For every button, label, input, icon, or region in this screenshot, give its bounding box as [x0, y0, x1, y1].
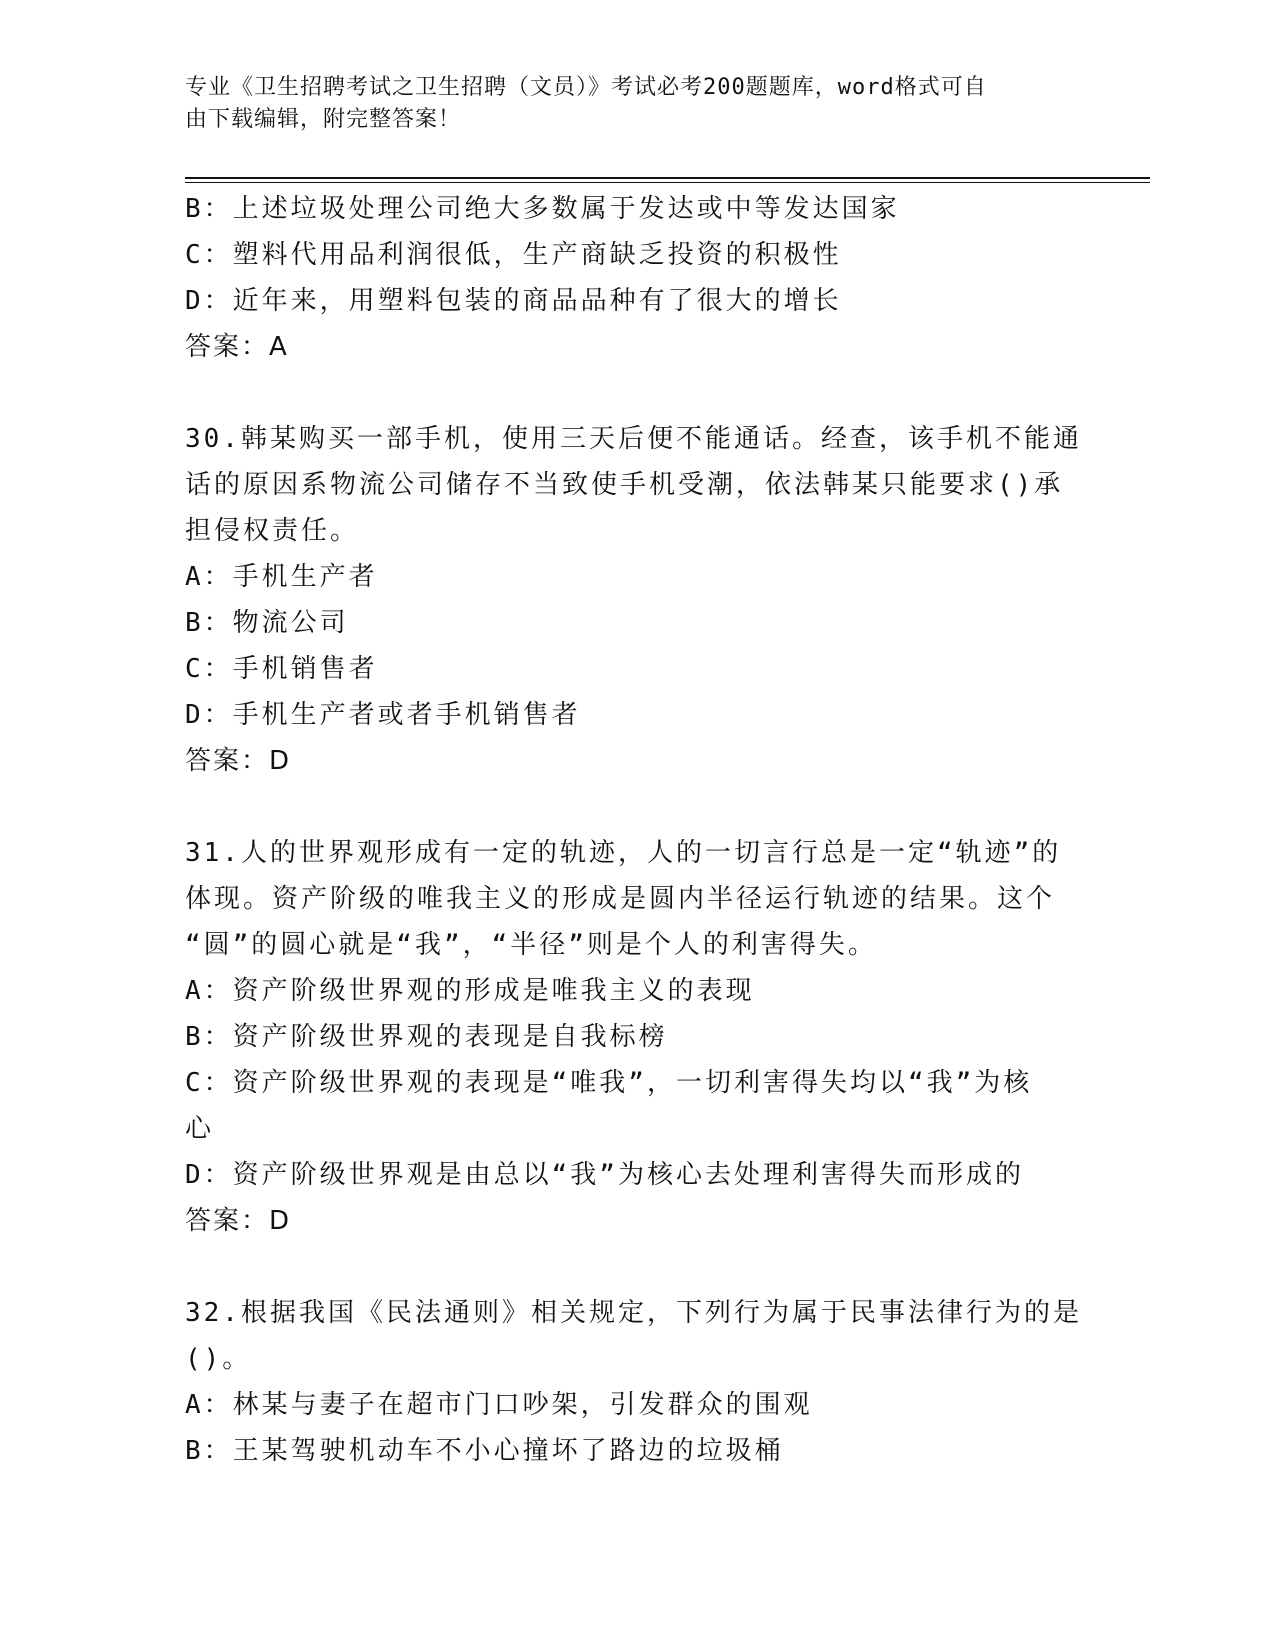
answer: 答案：A	[185, 332, 289, 362]
question-text-line: “圆”的圆心就是“我”，“半径”则是个人的利害得失。	[185, 930, 877, 960]
header-line-2: 由下载编辑，附完整答案！	[185, 107, 462, 132]
question-text-line: ()。	[185, 1344, 252, 1374]
option-c: C：资产阶级世界观的表现是“唯我”，一切利害得失均以“我”为核	[185, 1068, 1033, 1098]
question-text-line: 32.根据我国《民法通则》相关规定，下列行为属于民事法律行为的是	[185, 1298, 1082, 1328]
question-text-line: 话的原因系物流公司储存不当致使手机受潮，依法韩某只能要求()承	[185, 470, 1064, 500]
question-text-line: 体现。资产阶级的唯我主义的形成是圆内半径运行轨迹的结果。这个	[185, 884, 1056, 914]
option-c: C：塑料代用品利润很低，生产商缺乏投资的积极性	[185, 240, 842, 270]
option-b: B：王某驾驶机动车不小心撞坏了路边的垃圾桶	[185, 1436, 784, 1466]
question-text-line: 31.人的世界观形成有一定的轨迹，人的一切言行总是一定“轨迹”的	[185, 838, 1062, 868]
option-b: B：资产阶级世界观的表现是自我标榜	[185, 1022, 668, 1052]
answer: 答案：D	[185, 746, 292, 776]
answer: 答案：D	[185, 1206, 292, 1236]
option-d: D：资产阶级世界观是由总以“我”为核心去处理利害得失而形成的	[185, 1160, 1024, 1190]
question-text-line: 30.韩某购买一部手机，使用三天后便不能通话。经查，该手机不能通	[185, 424, 1082, 454]
option-b: B：上述垃圾处理公司绝大多数属于发达或中等发达国家	[185, 194, 900, 224]
option-c-continued: 心	[185, 1114, 215, 1144]
question-content	[185, 186, 1082, 1474]
option-d: D：手机生产者或者手机销售者	[185, 700, 581, 730]
question-29-continued	[185, 186, 1075, 370]
header-divider-thick	[185, 177, 1150, 179]
question-32	[185, 1290, 1082, 1474]
header-divider-thin	[185, 182, 1150, 183]
question-text-line: 担侵权责任。	[185, 516, 360, 546]
option-a: A：资产阶级世界观的形成是唯我主义的表现	[185, 976, 755, 1006]
option-a: A：林某与妻子在超市门口吵架，引发群众的围观	[185, 1390, 813, 1420]
option-b: B：物流公司	[185, 608, 349, 638]
option-c: C：手机销售者	[185, 654, 378, 684]
option-d: D：近年来，用塑料包装的商品品种有了很大的增长	[185, 286, 842, 316]
header-line-1: 专业《卫生招聘考试之卫生招聘（文员）》考试必考200题题库，word格式可自	[185, 75, 987, 100]
document-header	[185, 72, 1065, 136]
question-31	[185, 830, 1075, 1244]
option-a: A：手机生产者	[185, 562, 378, 592]
question-30	[185, 416, 1082, 784]
